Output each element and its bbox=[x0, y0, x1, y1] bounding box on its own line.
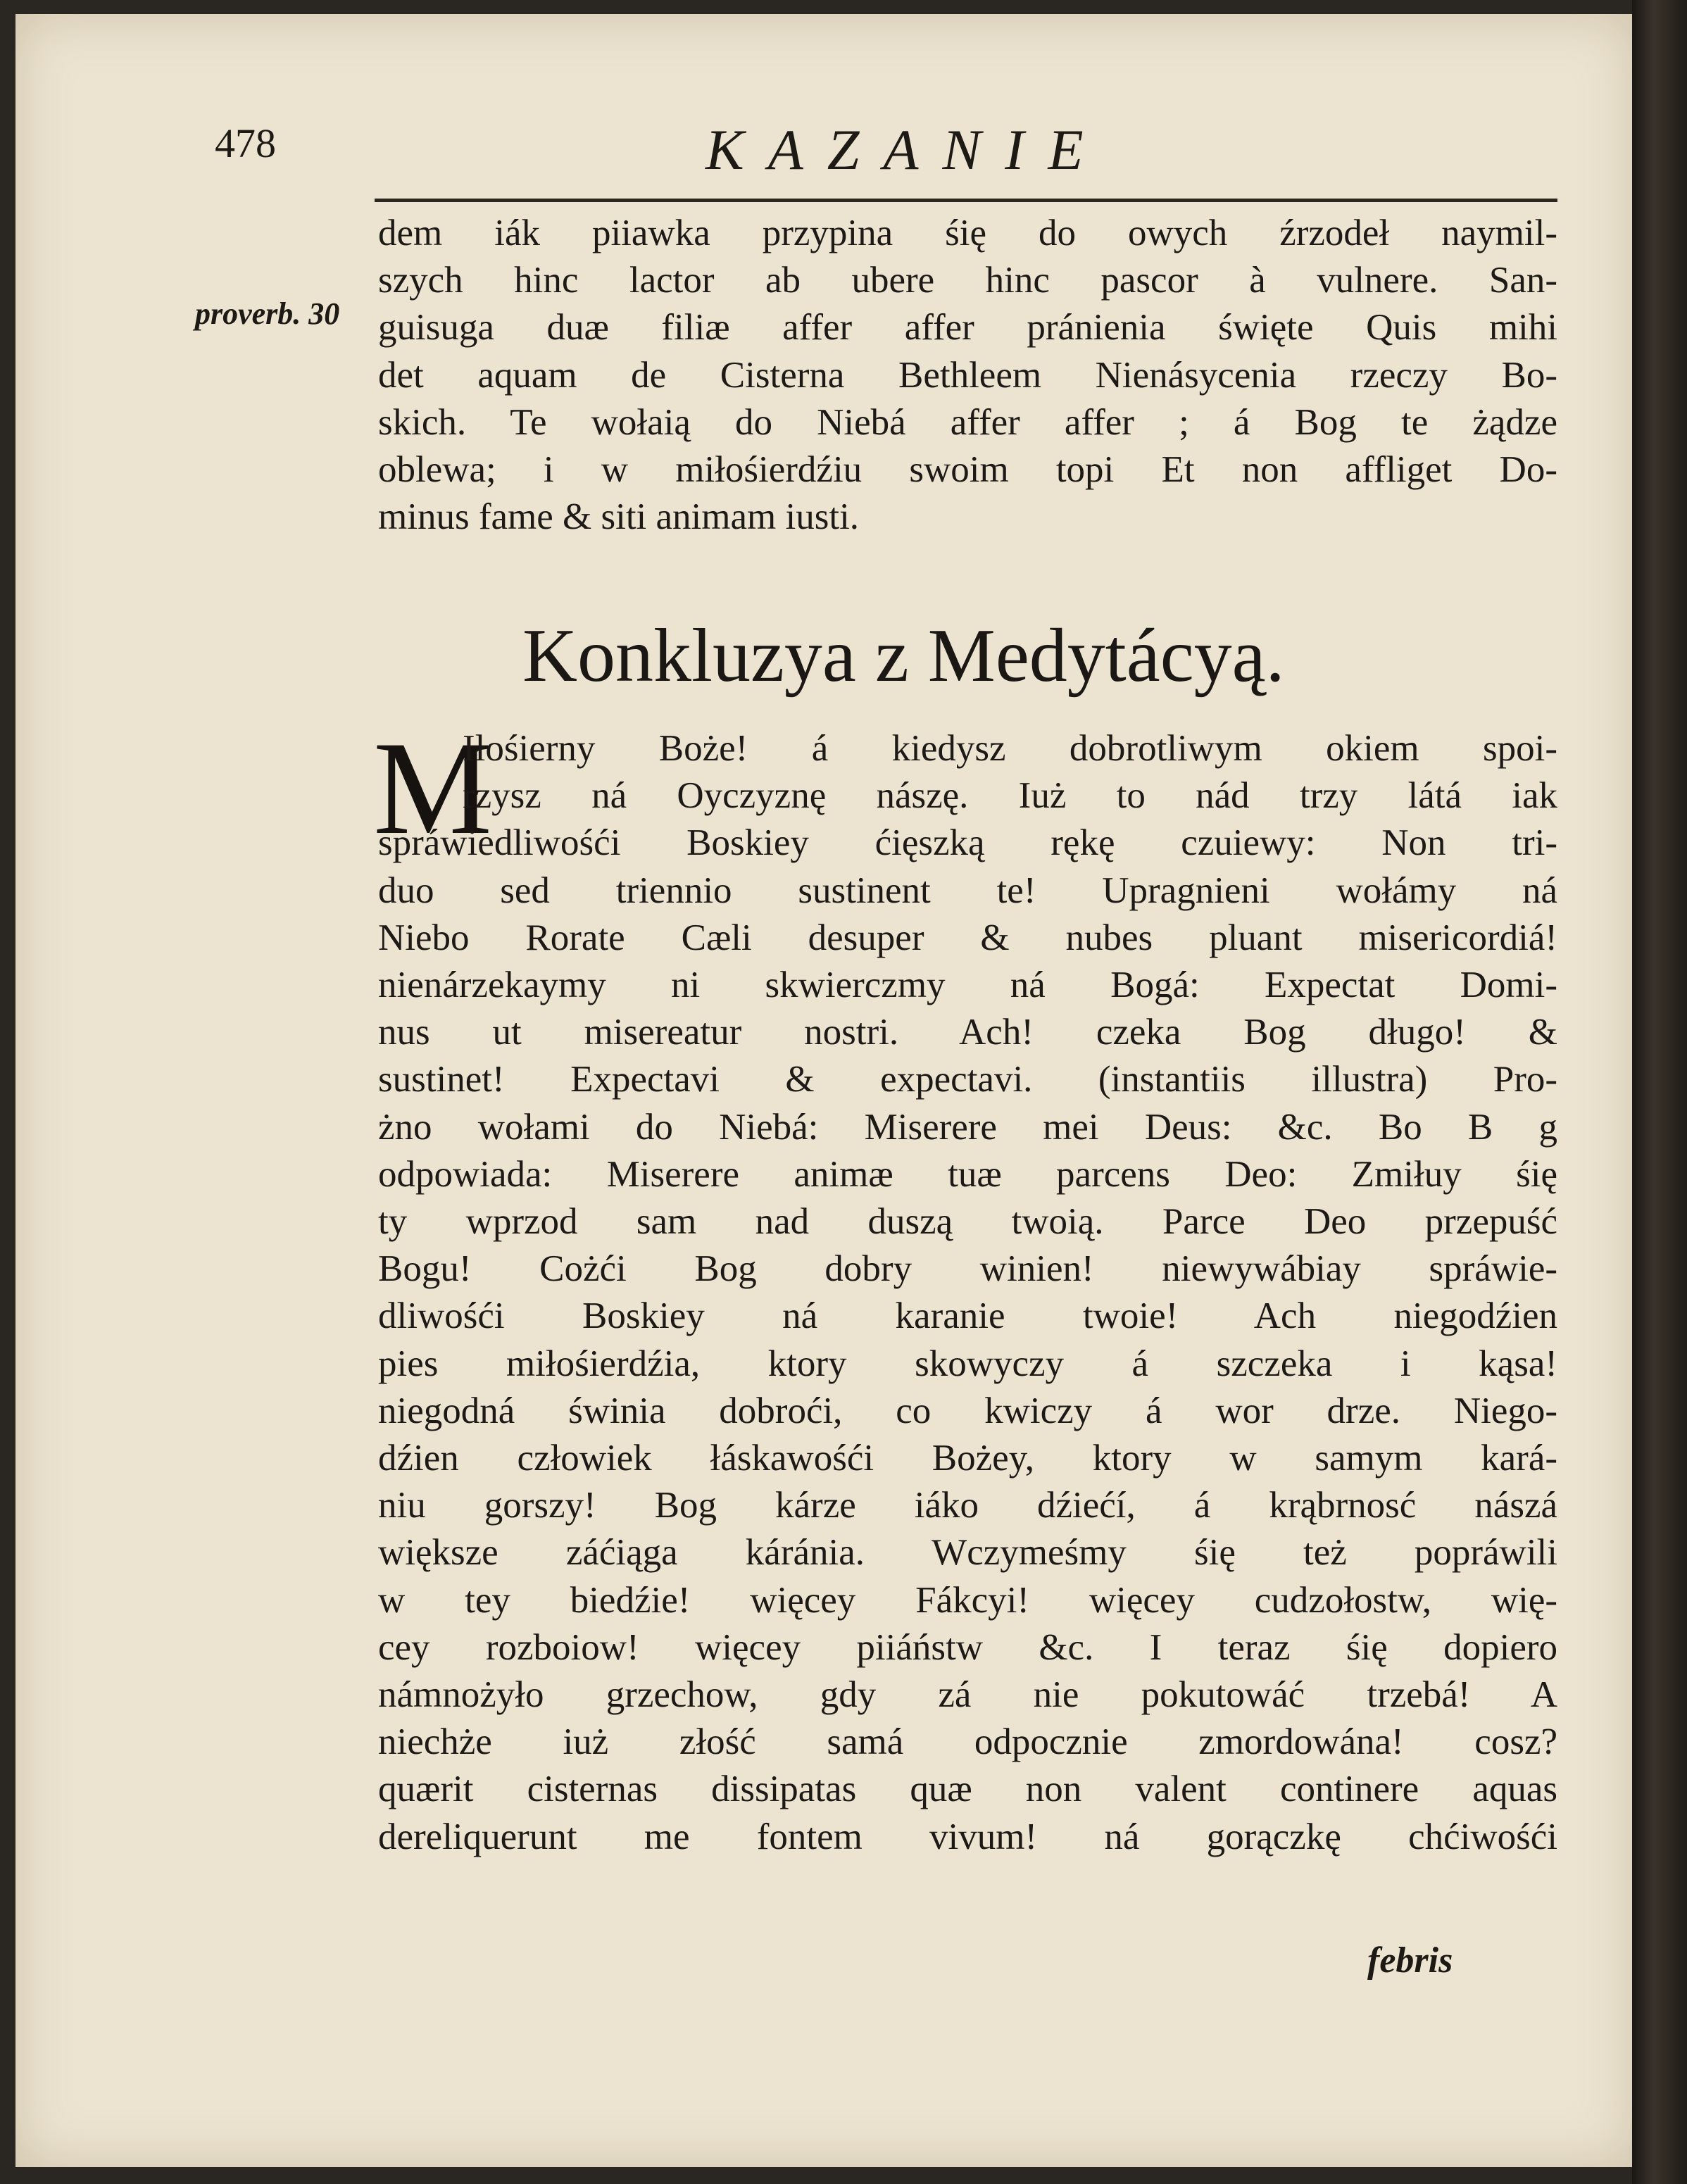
text-line: nus ut misereatur nostri. Ach! czeka Bog długo! & bbox=[378, 1012, 1557, 1053]
text-line: cey rozboiow! więcey piiáństw &c. I teraz śię dopiero bbox=[378, 1626, 1557, 1668]
text-line: większe záćiąga káránia. Wczymeśmy śię też popráwili bbox=[378, 1532, 1557, 1574]
top-paragraph bbox=[378, 210, 1557, 541]
text-line: det aquam de Cisterna Bethleem Nienásycenia rzeczy Bo- bbox=[378, 354, 1557, 396]
text-line: guisuga duæ filiæ affer affer pránienia święte Quis mihi bbox=[378, 307, 1557, 349]
text-line: rzysz ná Oyczyznę nászę. Iuż to nád trzy látá iak bbox=[463, 775, 1557, 817]
main-paragraph bbox=[378, 725, 1557, 1861]
margin-note: proverb. 30 bbox=[195, 296, 340, 331]
text-line: dliwośći Boskiey ná karanie twoie! Ach niegodźien bbox=[378, 1295, 1557, 1337]
book-gutter bbox=[1632, 0, 1687, 2184]
text-line: duo sed triennio sustinent te! Upragnieni wołámy ná bbox=[378, 870, 1557, 911]
text-line: quærit cisternas dissipatas quæ non valent continere aquas bbox=[378, 1769, 1557, 1810]
text-line: oblewa; i w miłośierdźiu swoim topi Et non affliget Do- bbox=[378, 449, 1557, 491]
section-heading: Konkluzya z Medytácyą. bbox=[522, 614, 1285, 698]
running-head: KAZANIE bbox=[705, 118, 1108, 182]
text-line: Bogu! Cożći Bog dobry winien! niewywábiay spráwie- bbox=[378, 1248, 1557, 1290]
text-line: pies miłośierdźia, ktory skowyczy á szczeka i kąsa! bbox=[378, 1343, 1557, 1384]
text-line: szych hinc lactor ab ubere hinc pascor à vulnere. San- bbox=[378, 260, 1557, 301]
text-line: spráwiedliwośći Boskiey ćięszką rękę czuiewy: Non tri- bbox=[378, 822, 1557, 864]
text-line: dźien człowiek łáskawośći Bożey, ktory w samym kará- bbox=[378, 1438, 1557, 1479]
text-line: sustinet! Expectavi & expectavi. (instantiis illustra) Pro- bbox=[378, 1059, 1557, 1100]
text-line: námnożyło grzechow, gdy zá nie pokutowáć trzebá! A bbox=[378, 1674, 1557, 1716]
text-line: w tey biedźie! więcey Fákcyi! więcey cudzołostw, wię- bbox=[378, 1579, 1557, 1621]
text-line: odpowiada: Miserere animæ tuæ parcens Deo: Zmiłuy śię bbox=[378, 1153, 1557, 1195]
header-rule bbox=[375, 199, 1557, 202]
text-line: żno wołami do Niebá: Miserere mei Deus: &c. Bo B g bbox=[378, 1106, 1557, 1148]
text-line: Iłośierny Boże! á kiedysz dobrotliwym okiem spoi- bbox=[463, 728, 1557, 769]
text-line: dereliquerunt me fontem vivum! ná gorączkę chćiwośći bbox=[378, 1816, 1557, 1857]
text-line: niechże iuż złość samá odpocznie zmordowána! cosz? bbox=[378, 1721, 1557, 1763]
text-line: skich. Te wołaią do Niebá affer affer ; á Bog te żądze bbox=[378, 401, 1557, 443]
text-line: minus fame & siti animam iusti. bbox=[378, 496, 860, 538]
drop-cap: M bbox=[373, 715, 492, 862]
text-line: Niebo Rorate Cæli desuper & nubes pluant misericordiá! bbox=[378, 917, 1557, 958]
text-line: nienárzekaymy ni skwierczmy ná Bogá: Expectat Domi- bbox=[378, 965, 1557, 1006]
page-number: 478 bbox=[215, 120, 276, 166]
text-line: dem iák piiawka przypina śię do owych źrzodeł naymil- bbox=[378, 213, 1557, 253]
text-line: niu gorszy! Bog kárze iáko dźiećí, á krąbrnosć nászá bbox=[378, 1485, 1557, 1526]
text-line: niegodná świnia dobroći, co kwiczy á wor drze. Niego- bbox=[378, 1390, 1557, 1431]
catchword: febris bbox=[1367, 1940, 1453, 1981]
book-page bbox=[15, 14, 1635, 2167]
text-line: ty wprzod sam nad duszą twoią. Parce Deo przepuść bbox=[378, 1201, 1557, 1243]
